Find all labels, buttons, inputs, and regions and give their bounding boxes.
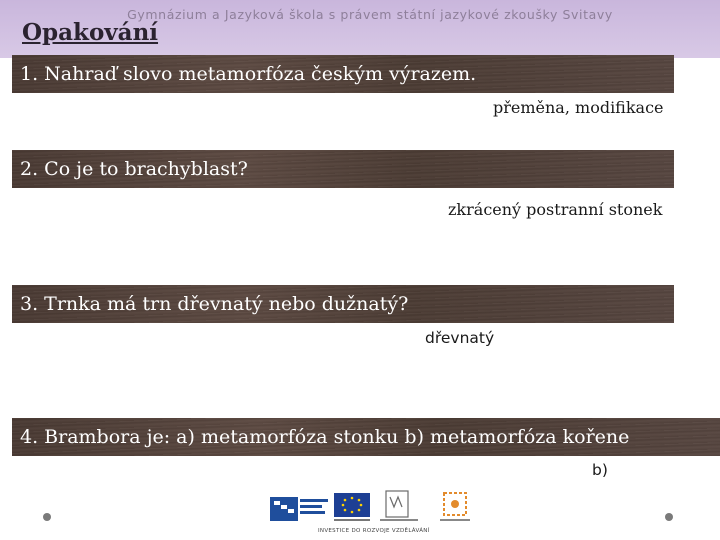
eu-flag-logo bbox=[334, 493, 370, 521]
bullet-dot-left bbox=[43, 513, 51, 521]
answer-3: dřevnatý bbox=[425, 329, 495, 347]
question-3: 3. Trnka má trn dřevnatý nebo dužnatý? bbox=[12, 285, 674, 323]
page-title: Opakování bbox=[22, 19, 159, 46]
question-1: 1. Nahraď slovo metamorfóza českým výrazem. bbox=[12, 55, 674, 93]
question-2: 2. Co je to brachyblast? bbox=[12, 150, 674, 188]
answer-1: přeměna, modifikace bbox=[493, 98, 664, 117]
answer-4: b) bbox=[592, 461, 608, 479]
answer-2: zkrácený postranní stonek bbox=[448, 200, 663, 219]
esf-logo bbox=[270, 497, 328, 521]
bullet-dot-right bbox=[665, 513, 673, 521]
msmt-logo bbox=[380, 491, 418, 521]
school-name: Gymnázium a Jazyková škola s právem státní jazykové zkoušky Svitavy bbox=[127, 7, 613, 22]
logo-caption: INVESTICE DO ROZVOJE VZDĚLÁVÁNÍ bbox=[318, 528, 430, 534]
question-4: 4. Brambora je: a) metamorfóza stonku b) metamorfóza kořene bbox=[12, 418, 720, 456]
op-vk-logo bbox=[440, 493, 470, 521]
